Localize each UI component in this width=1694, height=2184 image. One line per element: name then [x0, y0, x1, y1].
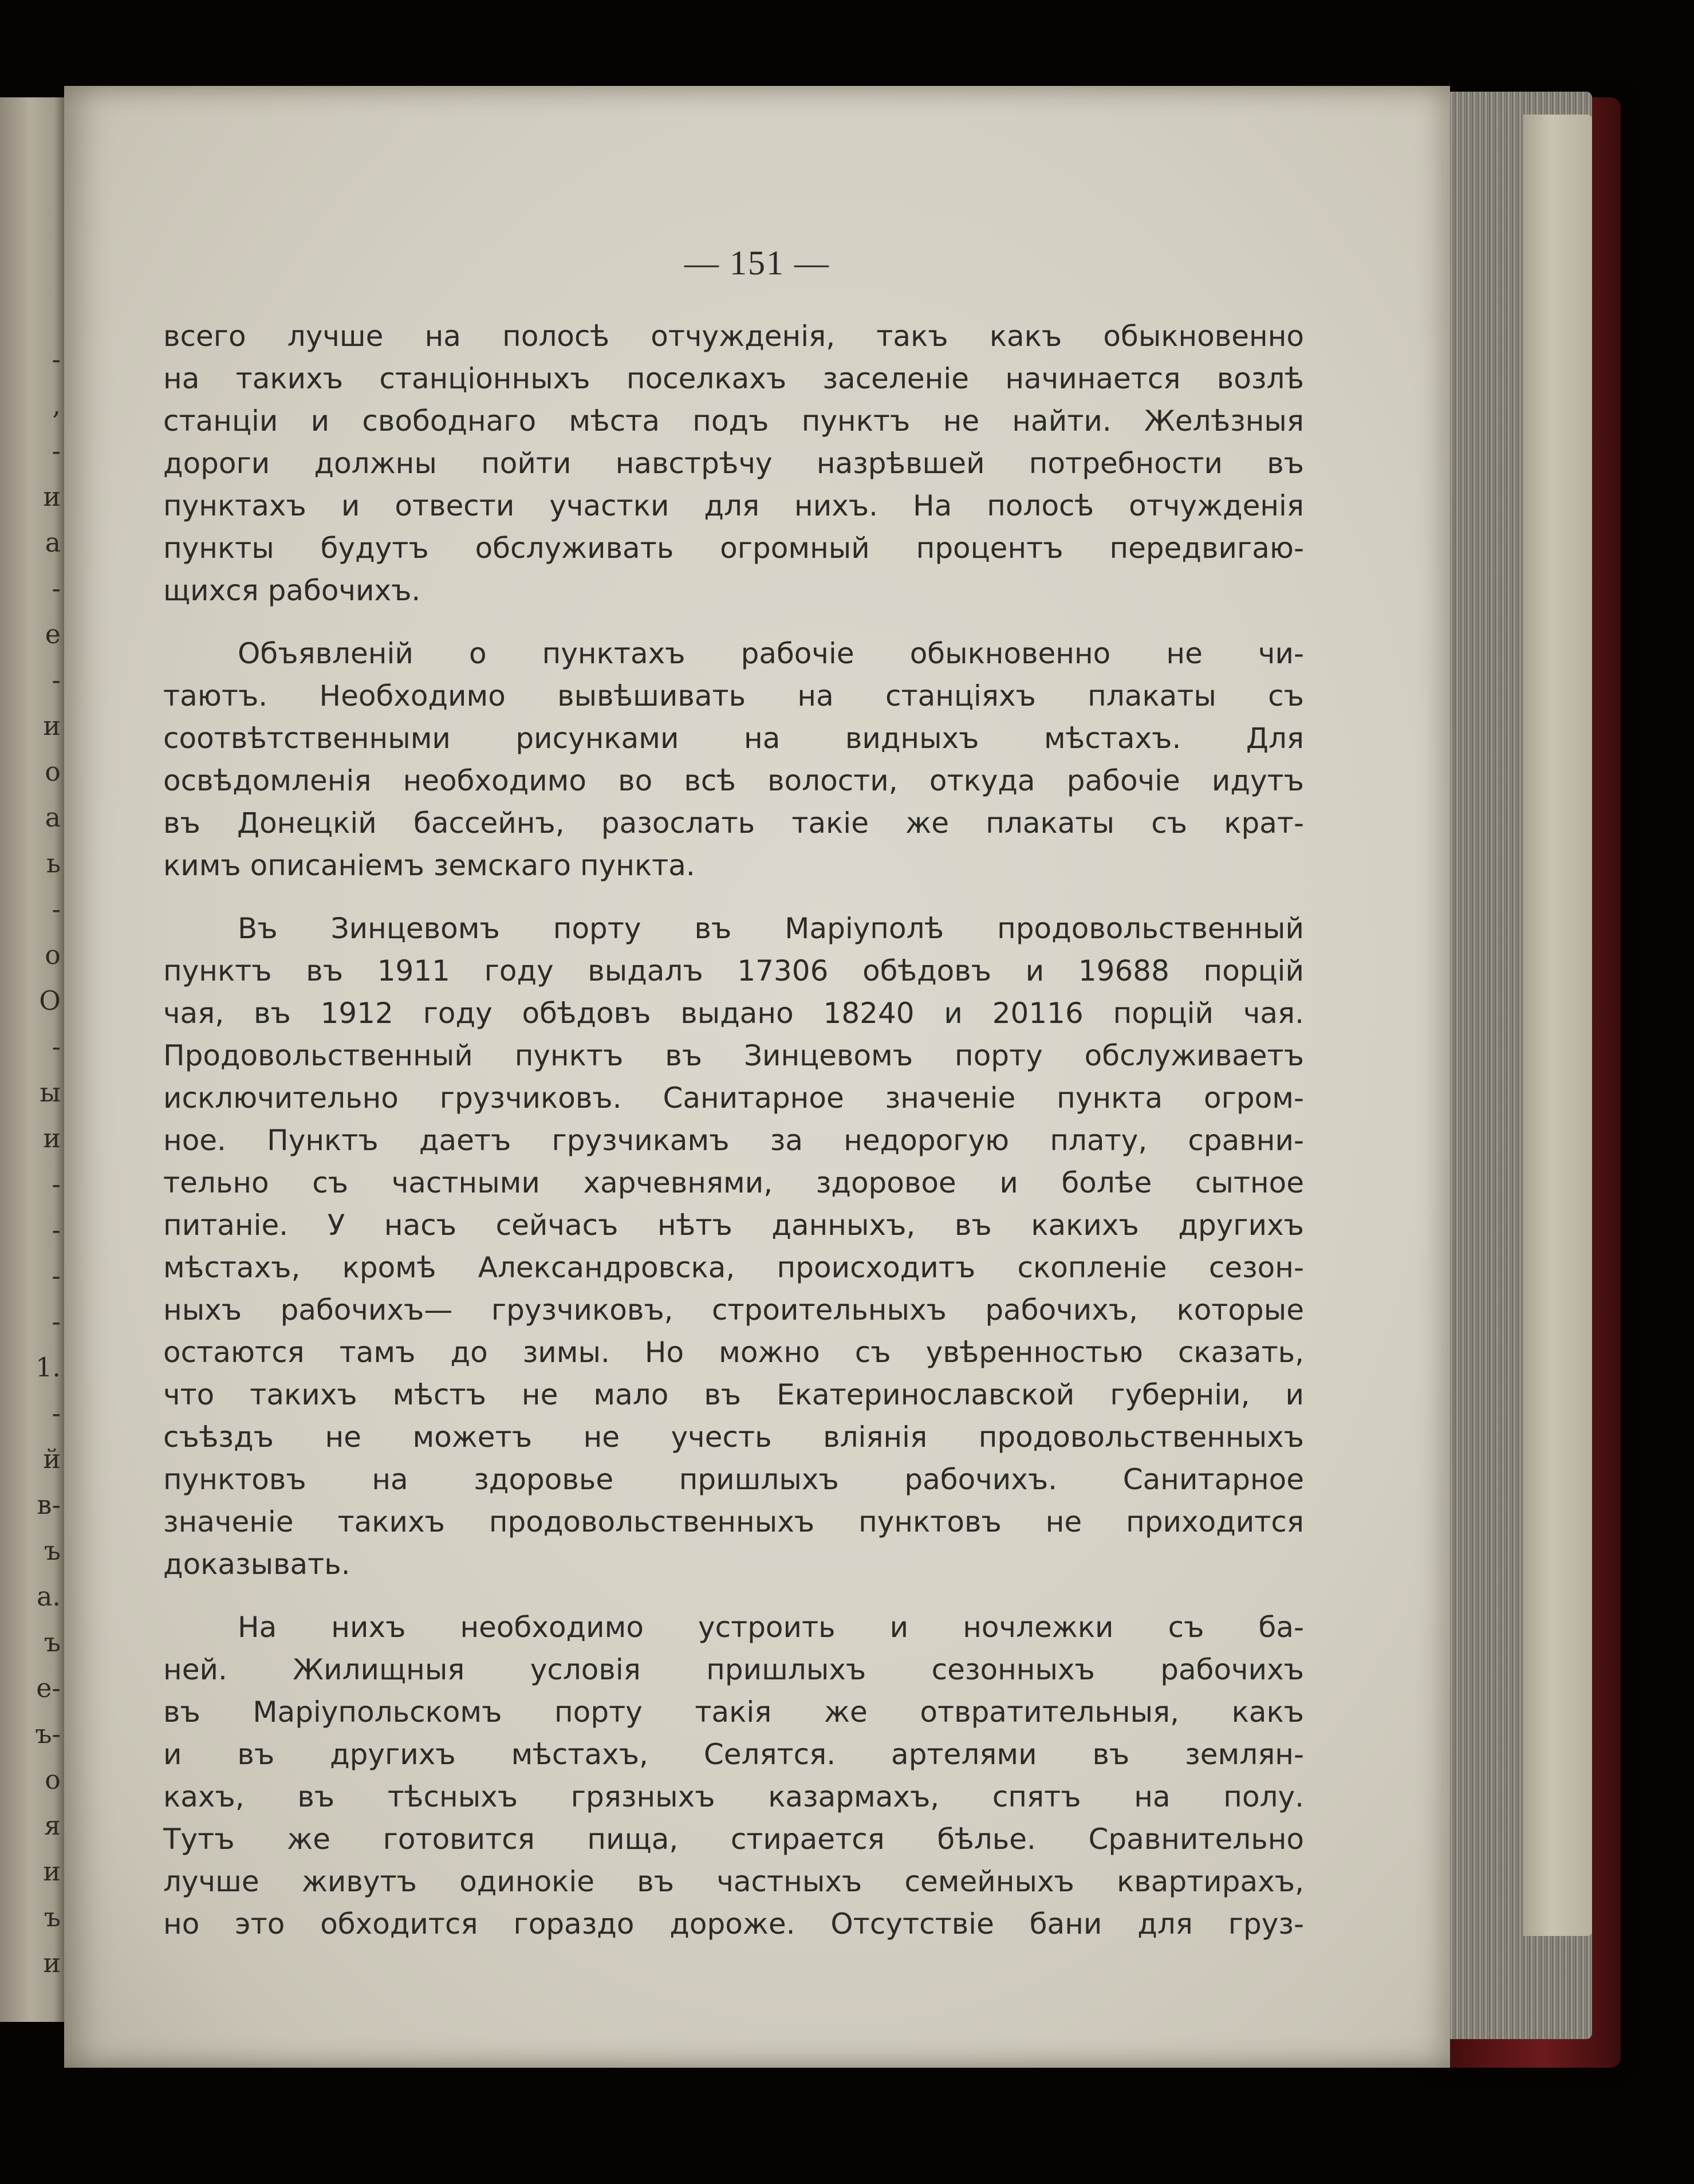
left-page-fragment: - [52, 1031, 61, 1062]
left-page-fragment: а. [36, 1581, 61, 1612]
left-page-fragment: - [52, 573, 61, 604]
left-page-fragment: ъ [44, 1535, 61, 1566]
left-page-fragment: й [43, 1443, 61, 1474]
text-line: Продовольственный пунктъ въ Зинцевомъ порту обслуживаетъ [163, 1039, 1304, 1072]
text-line: На нихъ необходимо устроить и ночлежки съ ба- [238, 1611, 1304, 1644]
left-facing-page [0, 97, 68, 2022]
left-page-fragment: - [52, 664, 61, 695]
left-page-fragment: и [43, 1947, 61, 1978]
left-page-fragment: и [43, 1123, 61, 1154]
text-line: исключительно грузчиковъ. Санитарное значеніе пункта огром- [163, 1081, 1304, 1115]
text-line: и въ другихъ мѣстахъ, Селятся. артелями въ землян- [163, 1738, 1304, 1771]
left-page-fragment: а [45, 802, 61, 833]
text-line: мѣстахъ, кромѣ Александровска, происходитъ скопленіе сезон- [163, 1251, 1304, 1284]
text-line: пунктъ въ 1911 году выдалъ 17306 обѣдовъ и 19688 порцій [163, 954, 1304, 987]
text-line: пунктовъ на здоровье пришлыхъ рабочихъ. Санитарное [163, 1463, 1304, 1496]
left-page-fragment: и [43, 710, 61, 741]
left-page-fragment: ь [46, 848, 61, 879]
left-page-fragment: я [44, 1810, 61, 1841]
left-page-fragment: - [52, 1398, 61, 1429]
paragraph [163, 907, 1304, 1585]
text-line: таютъ. Необходимо вывѣшивать на станціяхъ плакаты съ [163, 679, 1304, 713]
left-page-fragment: и [43, 1856, 61, 1887]
left-page-fragment: О [39, 985, 61, 1016]
text-line: остаются тамъ до зимы. Но можно съ увѣренностью сказать, [163, 1336, 1304, 1369]
left-page-fragment: - [52, 1168, 61, 1199]
text-line: Объявленій о пунктахъ рабочіе обыкновенно не чи- [238, 637, 1304, 670]
text-line: Въ Зинцевомъ порту въ Маріуполѣ продовольственный [238, 912, 1304, 945]
left-page-fragment: о [45, 1764, 61, 1795]
text-line: питаніе. У насъ сейчасъ нѣтъ данныхъ, въ какихъ другихъ [163, 1209, 1304, 1242]
left-page-fragment: ъ [44, 1627, 61, 1658]
left-page-fragment: е [45, 619, 61, 650]
left-page-fragment: ъ [44, 1902, 61, 1933]
text-line: станціи и свободнаго мѣста подъ пунктъ не найти. Желѣзныя [163, 404, 1304, 438]
left-page-fragment: - [52, 1260, 61, 1291]
left-page-fragment: - [52, 1306, 61, 1337]
left-page-fragment: и [43, 481, 61, 512]
text-line: Тутъ же готовится пища, стирается бѣлье. Сравнительно [163, 1823, 1304, 1856]
left-page-fragment: ы [40, 1077, 61, 1108]
text-line: значеніе такихъ продовольственныхъ пунктовъ не приходится [163, 1505, 1304, 1538]
page-number: — 151 — [684, 244, 830, 282]
text-line: чая, въ 1912 году обѣдовъ выдано 18240 и 20116 порцій чая. [163, 997, 1304, 1030]
left-page-fragment: 1. [36, 1352, 61, 1383]
text-line: соотвѣтственными рисунками на видныхъ мѣстахъ. Для [163, 722, 1304, 755]
text-line: съѣздъ не можетъ не учесть вліянія продовольственныхъ [163, 1420, 1304, 1454]
text-line: ней. Жилищныя условія пришлыхъ сезонныхъ рабочихъ [163, 1653, 1304, 1686]
text-line: всего лучше на полосѣ отчужденія, такъ какъ обыкновенно [163, 320, 1304, 353]
left-page-fragment: о [45, 939, 61, 970]
text-line: освѣдомленія необходимо во всѣ волости, откуда рабочіе идутъ [163, 764, 1304, 797]
text-line: что такихъ мѣстъ не мало въ Екатеринославской губерніи, и [163, 1378, 1304, 1411]
text-line: пунктахъ и отвести участки для нихъ. На полосѣ отчужденія [163, 489, 1304, 522]
paragraph [163, 632, 1304, 887]
text-line: на такихъ станціонныхъ поселкахъ заселеніе начинается возлѣ [163, 362, 1304, 395]
page-block-edges-light [1523, 115, 1592, 1936]
paragraph [163, 1606, 1304, 1945]
left-page-fragment: , [52, 389, 61, 420]
left-page-fragment: о [45, 756, 61, 787]
left-page-fragment: ъ- [35, 1718, 61, 1749]
left-page-fragment: - [52, 894, 61, 924]
text-line: тельно съ частными харчевнями, здоровое и болѣе сытное [163, 1166, 1304, 1199]
text-line: кахъ, въ тѣсныхъ грязныхъ казармахъ, спятъ на полу. [163, 1780, 1304, 1813]
left-page-fragment: - [52, 435, 61, 466]
text-line: но это обходится гораздо дороже. Отсутствіе бани для груз- [163, 1907, 1304, 1941]
text-line: ныхъ рабочихъ— грузчиковъ, строительныхъ рабочихъ, которые [163, 1293, 1304, 1327]
text-line: лучше живутъ одинокіе въ частныхъ семейныхъ квартирахъ, [163, 1865, 1304, 1898]
text-line: щихся рабочихъ. [163, 574, 421, 607]
text-line: ное. Пунктъ даетъ грузчикамъ за недорогую плату, сравни- [163, 1124, 1304, 1157]
left-page-text-fragments [0, 97, 68, 2022]
text-line: доказывать. [163, 1548, 350, 1581]
text-line: кимъ описаніемъ земскаго пункта. [163, 849, 695, 882]
left-page-fragment: - [52, 344, 61, 375]
text-line: въ Донецкій бассейнъ, разослать такіе же плакаты съ крат- [163, 806, 1304, 840]
page-body-text [163, 315, 1304, 1966]
left-page-fragment: е- [36, 1673, 61, 1703]
book-page [64, 86, 1450, 2068]
text-line: пункты будутъ обслуживать огромный процентъ передвигаю- [163, 532, 1304, 565]
left-page-fragment: в- [37, 1489, 61, 1520]
text-line: дороги должны пойти навстрѣчу назрѣвшей потребности въ [163, 447, 1304, 480]
left-page-fragment: а [45, 527, 61, 558]
paragraph [163, 315, 1304, 612]
text-line: въ Маріупольскомъ порту такія же отвратительныя, какъ [163, 1695, 1304, 1729]
left-page-fragment: - [52, 1214, 61, 1245]
